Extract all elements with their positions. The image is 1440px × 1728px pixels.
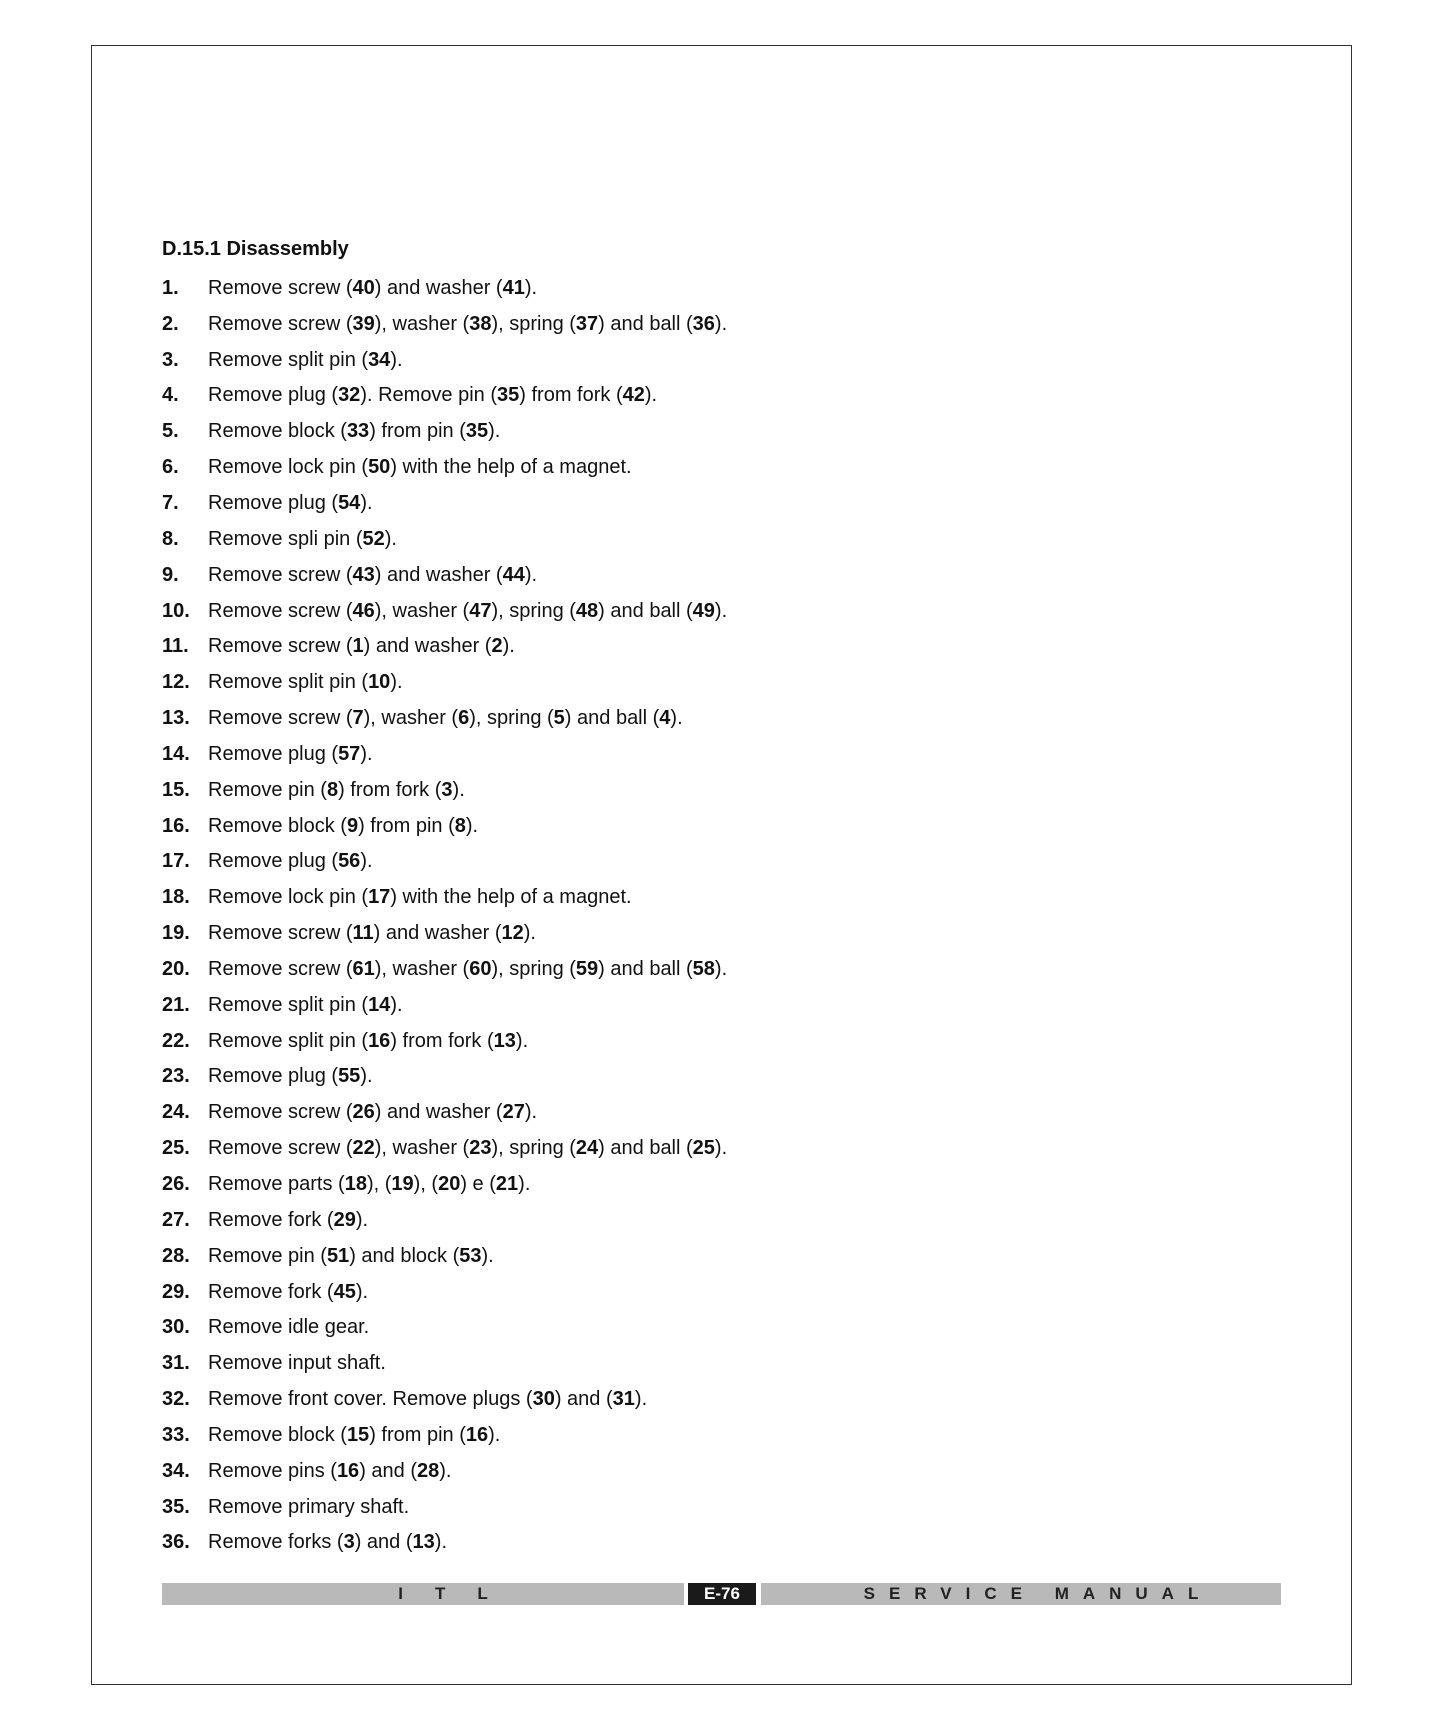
part-reference: 8 [454,814,466,837]
step-text-segment: Remove block ( [208,1423,347,1446]
part-reference: 35 [465,420,489,443]
part-reference: 4 [659,707,671,730]
step-text-segment: ) and ball ( [564,707,660,730]
step-text [208,742,373,766]
step-text-segment: ). [488,1423,501,1446]
part-reference: 7 [352,707,364,730]
part-reference: 58 [692,957,715,980]
step-text-segment: ) and washer ( [374,1101,503,1124]
step-text-segment: ), ( [413,1173,439,1196]
footer-manual-label: SERVICE MANUAL [863,1584,1213,1603]
step-text-segment: ). [384,527,397,550]
part-reference: 30 [532,1388,555,1411]
step-number: 27. [162,1208,190,1231]
step-text [208,1280,368,1304]
step-text-segment: Remove split pin ( [208,348,369,371]
step-text-segment: ). [452,778,465,801]
part-reference: 36 [692,312,715,335]
step-text [208,921,536,945]
step-item [162,1453,727,1489]
step-text [208,383,657,407]
step-text-segment: Remove block ( [208,420,347,443]
step-text [208,1351,386,1375]
part-reference: 16 [465,1423,489,1446]
step-text-segment: ) and ( [354,1531,413,1554]
step-number: 32. [162,1388,190,1411]
section-title: D.15.1 Disassembly [162,238,349,260]
part-reference: 54 [338,491,361,514]
step-text-segment: Remove primary shaft. [208,1495,410,1518]
step-text-segment: ). [518,1173,531,1196]
step-text-segment: ) e ( [460,1173,496,1196]
part-reference: 33 [346,420,370,443]
step-text-segment: ). [524,276,538,299]
step-text-segment: Remove screw ( [208,707,353,730]
step-number: 35. [162,1495,190,1518]
step-text [208,849,373,873]
step-text [208,1423,500,1447]
step-text-segment: ). [670,707,683,730]
step-number: 30. [162,1316,190,1339]
step-text-segment: ). [634,1388,648,1411]
step-text-segment: ). [360,1065,373,1088]
part-reference: 19 [391,1173,414,1196]
step-text [208,1315,369,1339]
disassembly-steps [162,270,727,1560]
step-text-segment: Remove screw ( [208,1101,353,1124]
part-reference: 47 [469,599,492,622]
step-text-segment: Remove screw ( [208,1137,353,1160]
step-item [162,1381,727,1417]
step-text-segment: ) from pin ( [369,1423,466,1446]
part-reference: 5 [553,707,565,730]
part-reference: 26 [352,1101,375,1124]
step-text-segment: ). [360,742,373,765]
part-reference: 27 [502,1101,525,1124]
part-reference: 16 [368,1029,391,1052]
part-reference: 31 [612,1388,635,1411]
step-text-segment: ), washer ( [374,599,470,622]
part-reference: 32 [338,384,361,407]
step-text-segment: ) from pin ( [358,814,455,837]
part-reference: 57 [338,742,361,765]
part-reference: 14 [368,993,391,1016]
step-text-segment: Remove screw ( [208,276,353,299]
step-item [162,1130,727,1166]
step-text-segment: Remove plug ( [208,742,339,765]
part-reference: 41 [502,276,525,299]
step-number: 14. [162,742,190,765]
step-text-segment: ). [481,1244,494,1267]
step-text [208,1064,373,1088]
step-item [162,987,727,1023]
step-text-segment: Remove plug ( [208,384,339,407]
part-reference: 8 [326,778,339,801]
part-reference: 23 [469,1137,492,1160]
step-number: 1. [162,276,179,299]
part-reference: 51 [326,1244,350,1267]
step-item [162,879,727,915]
step-text-segment: ), washer ( [374,957,470,980]
footer-right-band [761,1583,1281,1605]
step-text-segment: ). [355,1280,369,1303]
part-reference: 42 [622,384,645,407]
step-text [208,276,537,300]
part-reference: 17 [368,886,391,909]
step-item [162,1489,727,1525]
part-reference: 20 [438,1173,461,1196]
part-reference: 53 [459,1244,482,1267]
step-number: 4. [162,384,179,407]
step-text-segment: ) and ( [359,1459,417,1482]
step-text-segment: ) and ball ( [598,957,693,980]
step-text-segment: ). [360,850,373,873]
step-item [162,700,727,736]
step-number: 26. [162,1173,190,1196]
part-reference: 24 [575,1137,599,1160]
step-item [162,1166,727,1202]
step-text-segment: Remove screw ( [208,922,353,945]
part-reference: 13 [493,1029,516,1052]
step-item [162,449,727,485]
step-text-segment: ). [390,993,403,1016]
step-item [162,1417,727,1453]
step-text [208,1172,530,1196]
part-reference: 43 [352,563,375,586]
step-text [208,993,403,1017]
step-text-segment: Remove plug ( [208,1065,339,1088]
step-item [162,1059,727,1095]
step-item [162,485,727,521]
step-text-segment: Remove screw ( [208,563,353,586]
step-text-segment: Remove screw ( [208,957,353,980]
step-item [162,593,727,629]
step-text-segment: ) from fork ( [390,1029,494,1052]
step-number: 24. [162,1101,190,1124]
step-number: 28. [162,1244,190,1267]
part-reference: 39 [352,312,375,335]
step-item [162,1202,727,1238]
part-reference: 9 [346,814,359,837]
footer-page-number: E-76 [688,1583,756,1605]
part-reference: 38 [469,312,492,335]
step-text-segment: Remove pin ( [208,1244,327,1267]
step-text [208,1495,409,1519]
step-number: 23. [162,1065,190,1088]
page-footer [162,1583,1281,1605]
part-reference: 35 [497,384,520,407]
step-text-segment: Remove screw ( [208,635,353,658]
step-text-segment: ). [355,1208,369,1231]
step-item [162,378,727,414]
step-number: 25. [162,1137,190,1160]
part-reference: 44 [502,563,525,586]
step-item [162,342,727,378]
step-text [208,885,632,909]
part-reference: 48 [575,599,599,622]
step-text-segment: Remove parts ( [208,1173,345,1196]
step-text-segment: Remove input shaft. [208,1352,386,1375]
step-item [162,664,727,700]
step-number: 31. [162,1352,190,1375]
part-reference: 52 [362,527,385,550]
step-text-segment: ), spring ( [491,599,576,622]
step-text-segment: ). [714,312,728,335]
step-text-segment: ) and washer ( [373,922,502,945]
step-text-segment: ), washer ( [363,707,459,730]
part-reference: 15 [346,1423,370,1446]
step-text [208,527,397,551]
step-text-segment: ). [524,563,538,586]
step-item [162,413,727,449]
part-reference: 46 [352,599,375,622]
step-number: 29. [162,1280,190,1303]
step-number: 11. [162,635,189,658]
step-text-segment: ) from pin ( [369,420,466,443]
step-text [208,312,727,336]
part-reference: 18 [344,1173,367,1196]
step-text [208,599,727,623]
step-item [162,736,727,772]
step-text-segment: Remove forks ( [208,1531,344,1554]
part-reference: 3 [343,1531,355,1554]
step-text [208,1208,368,1232]
step-number: 21. [162,993,190,1016]
step-item [162,306,727,342]
step-text-segment: Remove split pin ( [208,671,369,694]
step-text [208,634,515,658]
part-reference: 21 [495,1173,519,1196]
step-text-segment: ) and ball ( [598,1137,693,1160]
step-number: 7. [162,491,179,514]
part-reference: 40 [352,276,375,299]
step-text-segment: ) and ball ( [598,599,693,622]
step-number: 9. [162,563,179,586]
part-reference: 10 [368,671,391,694]
step-item [162,557,727,593]
step-text [208,563,537,587]
step-text-segment: ). [465,814,479,837]
step-text-segment: ) and washer ( [374,276,503,299]
step-text-segment: ), spring ( [491,312,576,335]
step-item [162,1023,727,1059]
step-text-segment: ) and ( [554,1388,613,1411]
part-reference: 45 [333,1280,356,1303]
step-number: 18. [162,886,190,909]
step-number: 15. [162,778,190,801]
step-number: 3. [162,348,179,371]
step-text-segment: ). [523,922,536,945]
step-text [208,419,500,443]
step-text-segment: ), spring ( [469,707,554,730]
step-text-segment: Remove front cover. Remove plugs ( [208,1388,533,1411]
step-text [208,1459,451,1483]
step-number: 16. [162,814,190,837]
step-text-segment: ) and washer ( [363,635,492,658]
step-text-segment: ). [390,671,403,694]
step-item [162,1525,727,1561]
step-item [162,1238,727,1274]
step-number: 12. [162,671,190,694]
part-reference: 13 [412,1531,435,1554]
step-text-segment: ). [524,1101,538,1124]
part-reference: 49 [692,599,715,622]
part-reference: 28 [417,1459,440,1482]
step-number: 17. [162,850,190,873]
step-text-segment: Remove lock pin ( [208,456,369,479]
step-number: 6. [162,456,179,479]
step-number: 20. [162,957,190,980]
step-text-segment: ), washer ( [374,1137,470,1160]
part-reference: 3 [441,778,453,801]
step-item [162,808,727,844]
step-text-segment: Remove split pin ( [208,1029,369,1052]
part-reference: 29 [333,1208,356,1231]
step-item [162,915,727,951]
part-reference: 11 [352,922,374,945]
part-reference: 25 [692,1137,715,1160]
step-item [162,951,727,987]
step-text-segment: Remove pin ( [208,778,327,801]
step-text [208,1387,647,1411]
step-text-segment: Remove spli pin ( [208,527,363,550]
step-number: 36. [162,1531,190,1554]
part-reference: 55 [338,1065,361,1088]
step-number: 34. [162,1459,190,1482]
part-reference: 6 [458,707,470,730]
step-item [162,1274,727,1310]
step-item [162,270,727,306]
footer-left-band [162,1583,684,1605]
step-text [208,1530,447,1554]
step-number: 10. [162,599,190,622]
part-reference: 1 [352,635,364,658]
step-text [208,778,465,802]
step-text-segment: Remove split pin ( [208,993,369,1016]
step-text-segment: Remove lock pin ( [208,886,369,909]
step-text-segment: ), spring ( [491,957,576,980]
step-text-segment: ). [434,1531,447,1554]
step-text-segment: Remove plug ( [208,491,339,514]
step-text-segment: ). [714,599,728,622]
part-reference: 37 [575,312,599,335]
step-text-segment: ) from fork ( [338,778,442,801]
part-reference: 16 [336,1459,360,1482]
step-text-segment: ). [439,1459,452,1482]
step-text-segment: ), ( [366,1173,392,1196]
step-text-segment: Remove screw ( [208,599,353,622]
step-text [208,455,632,479]
part-reference: 60 [469,957,492,980]
step-item [162,628,727,664]
part-reference: 22 [352,1137,375,1160]
step-text [208,706,683,730]
step-text-segment: ). [714,1137,728,1160]
step-text-segment: ) and ball ( [598,312,693,335]
step-text-segment: Remove fork ( [208,1280,334,1303]
footer-brand: ITL [398,1584,520,1603]
part-reference: 12 [501,922,524,945]
step-text-segment: ). Remove pin ( [360,384,498,407]
step-text-segment: ). [360,491,373,514]
step-number: 22. [162,1029,190,1052]
step-number: 8. [162,527,179,550]
step-text [208,1244,494,1268]
step-number: 2. [162,312,179,335]
step-text-segment: ) and block ( [349,1244,460,1267]
step-item [162,772,727,808]
step-text-segment: ), spring ( [491,1137,576,1160]
step-number: 5. [162,420,179,443]
step-text [208,348,403,372]
part-reference: 59 [575,957,599,980]
step-text-segment: ). [515,1029,529,1052]
step-text [208,1100,537,1124]
step-text-segment: ), washer ( [374,312,470,335]
step-text-segment: ). [488,420,501,443]
part-reference: 50 [368,456,391,479]
step-number: 33. [162,1423,190,1446]
part-reference: 2 [491,635,503,658]
step-text-segment: ). [502,635,515,658]
step-text-segment: ). [390,348,403,371]
step-text [208,670,403,694]
part-reference: 56 [338,850,361,873]
step-text-segment: Remove screw ( [208,312,353,335]
step-text-segment: Remove pins ( [208,1459,337,1482]
step-text [208,1029,528,1053]
step-item [162,521,727,557]
step-text-segment: ) and washer ( [374,563,503,586]
step-text [208,957,727,981]
step-number: 19. [162,922,190,945]
step-text-segment: ) with the help of a magnet. [390,456,632,479]
step-text-segment: ) from fork ( [519,384,623,407]
step-text-segment: ). [714,957,728,980]
step-item [162,844,727,880]
step-item [162,1345,727,1381]
part-reference: 34 [368,348,391,371]
step-text-segment: Remove idle gear. [208,1316,370,1339]
step-text-segment: Remove block ( [208,814,347,837]
step-text [208,814,478,838]
step-number: 13. [162,707,190,730]
part-reference: 61 [352,957,375,980]
step-text [208,1136,727,1160]
step-text [208,491,373,515]
step-text-segment: ). [644,384,658,407]
step-item [162,1094,727,1130]
step-text-segment: ) with the help of a magnet. [390,886,632,909]
step-item [162,1309,727,1345]
step-text-segment: Remove plug ( [208,850,339,873]
step-text-segment: Remove fork ( [208,1208,334,1231]
